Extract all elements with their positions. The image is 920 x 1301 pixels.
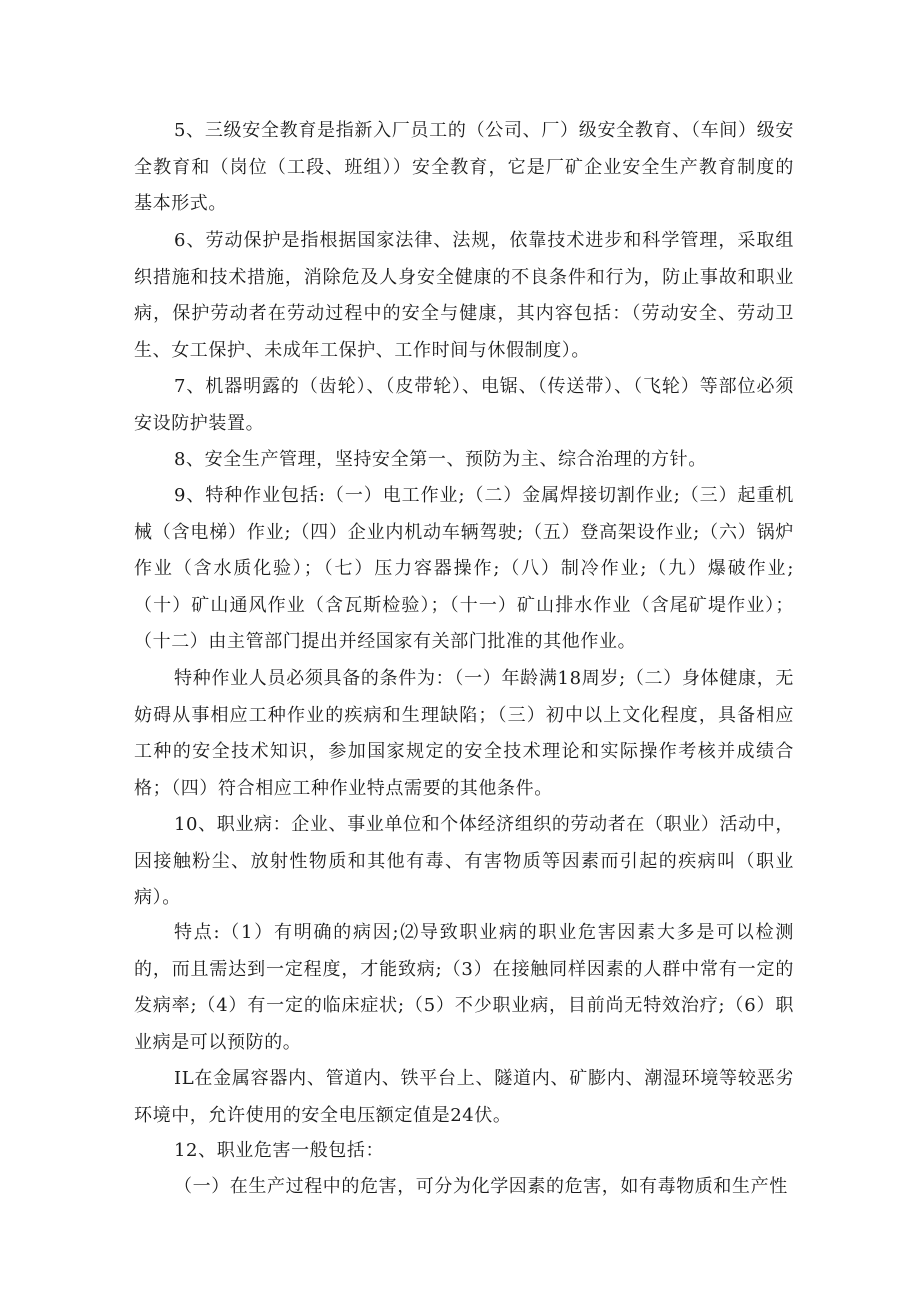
paragraph-item-11: IL在金属容器内、管道内、铁平台上、隧道内、矿膨内、潮湿环境等较恶劣环境中，允许使用的安全电压额定值是24伏。	[134, 1068, 794, 1126]
paragraph-item-6: 6、劳动保护是指根据国家法律、法规，依靠技术进步和科学管理，采取组织措施和技术措施，消除危及人身安全健康的不良条件和行为，防止事故和职业病，保护劳动者在劳动过程中的安全与健康，其内容包括：（劳动安全、劳动卫生、女工保护、未成年工保护、工作时间与休假制度）。	[134, 230, 794, 361]
paragraph-item-10-features: 特点:（1）有明确的病因;⑵导致职业病的职业危害因素大多是可以检测的，而且需达到一定程度，才能致病;（3）在接触同样因素的人群中常有一定的发病率;（4）有一定的临床症状;（5）不少职业病，目前尚无特效治疗;（6）职业病是可以预防的。	[134, 922, 794, 1053]
paragraph-item-12: 12、职业危害一般包括：	[174, 1140, 385, 1161]
paragraph-item-12-1: （一）在生产过程中的危害，可分为化学因素的危害，如有毒物质和生产性	[174, 1176, 788, 1197]
paragraph-item-8: 8、安全生产管理，坚持安全第一、预防为主、综合治理的方针。	[174, 449, 707, 470]
paragraph-item-9-conditions: 特种作业人员必须具备的条件为：（一）年龄满18周岁;（二）身体健康，无妨碍从事相应工种作业的疾病和生理缺陷；（三）初中以上文化程度，具备相应工种的安全技术知识，参加国家规定的安全技术理论和实际操作考核并成绩合格；（四）符合相应工种作业特点需要的其他条件。	[134, 668, 794, 799]
paragraph-item-5: 5、三级安全教育是指新入厂员工的（公司、厂）级安全教育、（车间）级安全教育和（岗位（工段、班组））安全教育，它是厂矿企业安全生产教育制度的基本形式。	[134, 120, 794, 214]
paragraph-item-10: 10、职业病：企业、事业单位和个体经济组织的劳动者在（职业）活动中，因接触粉尘、放射性物质和其他有毒、有害物质等因素而引起的疾病叫（职业病）。	[134, 814, 794, 908]
paragraph-item-9: 9、特种作业包括:（一）电工作业;（二）金属焊接切割作业;（三）起重机械（含电梯）作业;（四）企业内机动车辆驾驶;（五）登高架设作业;（六）锅炉作业（含水质化验）；（七）压力容器操作;（八）制冷作业;（九）爆破作业;（十）矿山通风作业（含瓦斯检验）；（十一）矿山排水作业（含尾矿堤作业）；（十二）由主管部门提出并经国家有关部门批准的其他作业。	[134, 485, 794, 652]
paragraph-item-7: 7、机器明露的（齿轮）、（皮带轮）、电锯、（传送带）、（飞轮）等部位必须安设防护装置。	[134, 376, 794, 434]
